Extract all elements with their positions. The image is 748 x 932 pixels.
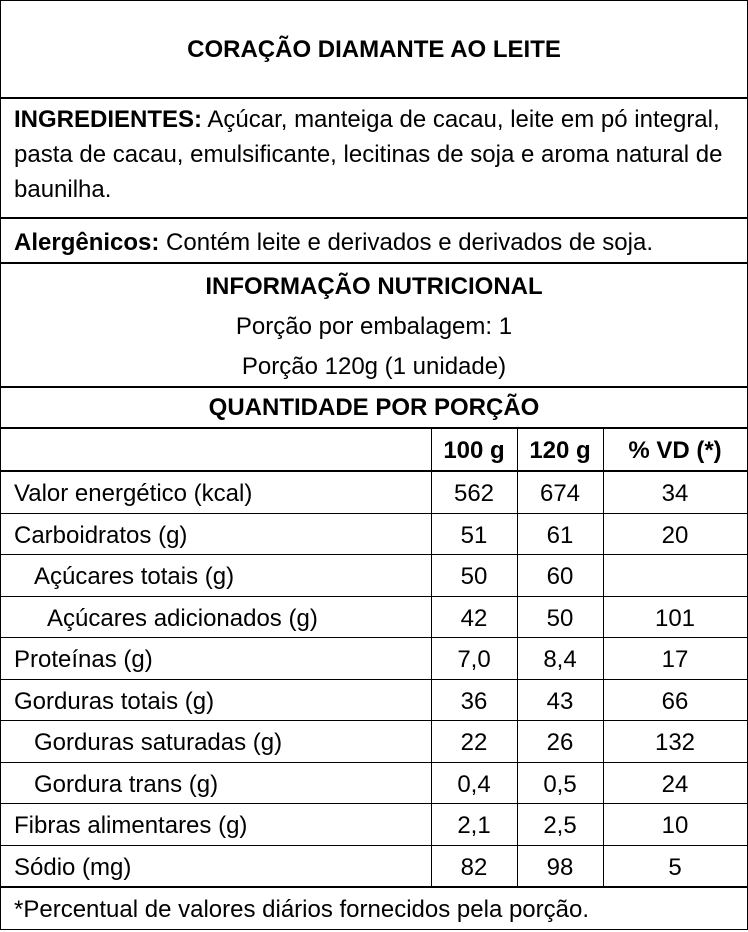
- table-row: [1, 680, 747, 722]
- servings-per-package: Porção por embalagem: 1: [235, 313, 513, 340]
- value-vd: 10: [661, 812, 689, 839]
- serving-size: Porção 120g (1 unidade): [241, 353, 507, 380]
- value-per-120g: 61: [546, 521, 574, 549]
- value-per-120g: 43: [546, 687, 574, 715]
- table-row: [1, 804, 747, 846]
- value-vd: 17: [661, 646, 689, 673]
- value-per-120g: 0,5: [543, 770, 577, 798]
- nutrient-name: Açúcares adicionados (g): [47, 604, 318, 632]
- value-per-120g: 98: [546, 853, 574, 881]
- divider: [1, 262, 747, 264]
- table-row: [1, 555, 747, 597]
- ingredients-label: INGREDIENTES:: [14, 106, 203, 133]
- table-row: [1, 721, 747, 763]
- nutrient-name: Valor energético (kcal): [14, 480, 253, 507]
- value-vd: 132: [654, 729, 696, 756]
- value-per-100g: 0,4: [457, 770, 491, 798]
- value-per-100g: 82: [460, 853, 488, 881]
- column-divider: [517, 429, 518, 887]
- table-row: [1, 846, 747, 888]
- allergens-text: Contém leite e derivados e derivados de soja.: [159, 229, 653, 256]
- value-per-120g: 26: [546, 729, 574, 756]
- value-per-100g: 2,1: [457, 812, 491, 839]
- column-header-100g: 100 g: [443, 437, 505, 464]
- column-divider: [431, 429, 432, 887]
- ingredients-block: [1, 102, 747, 207]
- table-row: [1, 597, 747, 639]
- allergens-label: Alergênicos:: [14, 229, 160, 256]
- value-vd: 66: [661, 687, 689, 715]
- nutrient-name: Gordura trans (g): [34, 770, 219, 798]
- value-vd: 20: [661, 521, 689, 549]
- table-row: [1, 514, 747, 556]
- table-row: [1, 763, 747, 805]
- column-header-120g: 120 g: [529, 437, 591, 464]
- value-per-100g: 42: [460, 604, 488, 632]
- product-title: CORAÇÃO DIAMANTE AO LEITE: [187, 35, 561, 63]
- nutrient-name: Fibras alimentares (g): [14, 812, 248, 839]
- divider: [1, 217, 747, 219]
- value-per-120g: 674: [539, 480, 581, 507]
- allergens-block: [1, 225, 747, 260]
- column-divider: [603, 429, 604, 887]
- value-per-120g: 60: [546, 563, 574, 590]
- table-row: [1, 638, 747, 680]
- quantity-heading: QUANTIDADE POR PORÇÃO: [208, 394, 540, 421]
- nutrient-name: Gorduras totais (g): [14, 687, 215, 715]
- value-vd: 34: [661, 480, 689, 507]
- nutrient-name: Gorduras saturadas (g): [34, 729, 283, 756]
- value-per-120g: 8,4: [543, 646, 577, 673]
- value-per-120g: 2,5: [543, 812, 577, 839]
- footnote: *Percentual de valores diários fornecidos pela porção.: [14, 896, 590, 923]
- value-per-100g: 50: [460, 563, 488, 590]
- nutrient-name: Sódio (mg): [14, 853, 132, 881]
- value-per-100g: 7,0: [457, 646, 491, 673]
- value-per-100g: 51: [460, 521, 488, 549]
- value-per-120g: 50: [546, 604, 574, 632]
- divider: [1, 97, 747, 99]
- value-vd: 24: [661, 770, 689, 798]
- nutrient-name: Proteínas (g): [14, 646, 153, 673]
- nutrition-heading: INFORMAÇÃO NUTRICIONAL: [205, 273, 543, 300]
- value-vd: [603, 555, 747, 597]
- value-per-100g: 22: [460, 729, 488, 756]
- value-vd: 5: [668, 853, 682, 881]
- value-per-100g: 36: [460, 687, 488, 715]
- nutrient-name: Carboidratos (g): [14, 521, 188, 549]
- column-header-vd: % VD (*): [628, 437, 722, 464]
- ingredients-text: Açúcar, manteiga de cacau, leite em pó integral, pasta de cacau, emulsificante, lecitinas de soja e aroma natural de baunilha.: [14, 106, 723, 203]
- table-header-row: [1, 429, 747, 471]
- nutrient-name: Açúcares totais (g): [34, 563, 235, 590]
- table-row: [1, 472, 747, 514]
- value-vd: 101: [654, 604, 696, 632]
- value-per-100g: 562: [453, 480, 495, 507]
- divider: [1, 386, 747, 388]
